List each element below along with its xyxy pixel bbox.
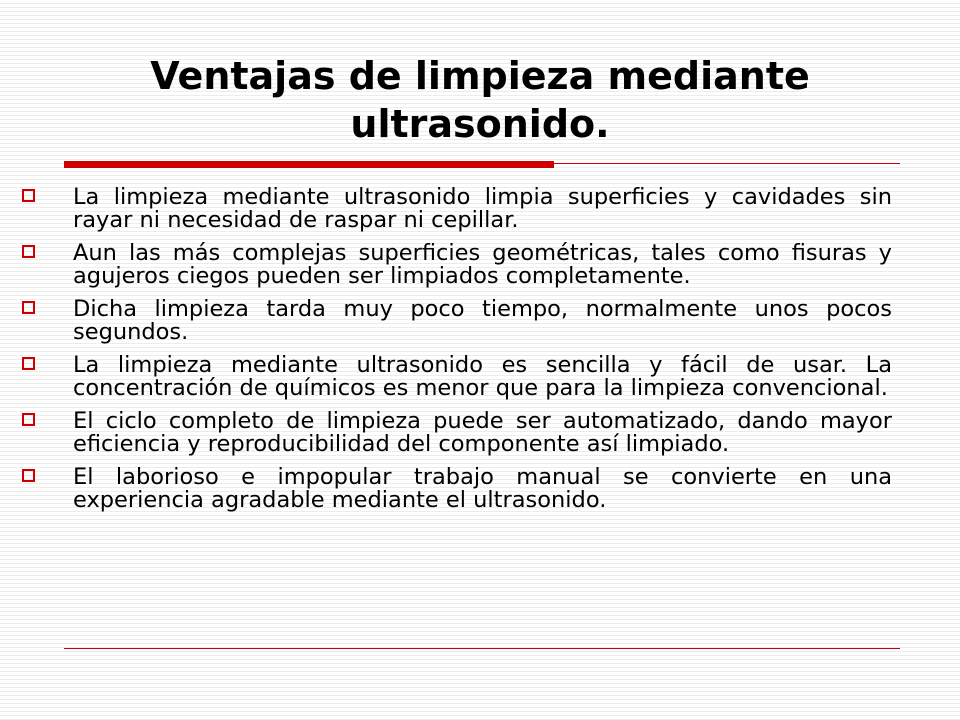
hollow-square-bullet-icon (22, 245, 35, 258)
hollow-square-bullet-icon (22, 189, 35, 202)
title-divider-line (554, 163, 900, 164)
bullet-item (22, 410, 892, 456)
bullet-item (22, 466, 892, 512)
bullet-text: Aun las más complejas superficies geométricas, tales como fisuras y agujeros ciegos pueden ser limpiados completamente. (73, 240, 892, 289)
bullet-text: El laborioso e impopular trabajo manual se convierte en una experiencia agradable mediante el ultrasonido. (73, 464, 892, 513)
title-accent-bar (64, 161, 554, 168)
bullet-text: Dicha limpieza tarda muy poco tiempo, normalmente unos pocos segundos. (73, 296, 892, 345)
footer-divider-line (64, 648, 900, 649)
slide-title: Ventajas de limpieza mediante ultrasonido. (150, 54, 810, 146)
bullet-item (22, 354, 892, 400)
hollow-square-bullet-icon (22, 413, 35, 426)
hollow-square-bullet-icon (22, 301, 35, 314)
bullet-item (22, 186, 892, 232)
bullet-text: El ciclo completo de limpieza puede ser automatizado, dando mayor eficiencia y reproducibilidad del componente así limpiado. (73, 408, 892, 457)
hollow-square-bullet-icon (22, 469, 35, 482)
bullet-text: La limpieza mediante ultrasonido es sencilla y fácil de usar. La concentración de químicos es menor que para la limpieza convencional. (73, 352, 892, 401)
bullet-text: La limpieza mediante ultrasonido limpia superficies y cavidades sin rayar ni necesidad de raspar ni cepillar. (73, 184, 892, 233)
bullet-item (22, 242, 892, 288)
bullet-item (22, 298, 892, 344)
hollow-square-bullet-icon (22, 357, 35, 370)
bullet-list (22, 186, 892, 522)
